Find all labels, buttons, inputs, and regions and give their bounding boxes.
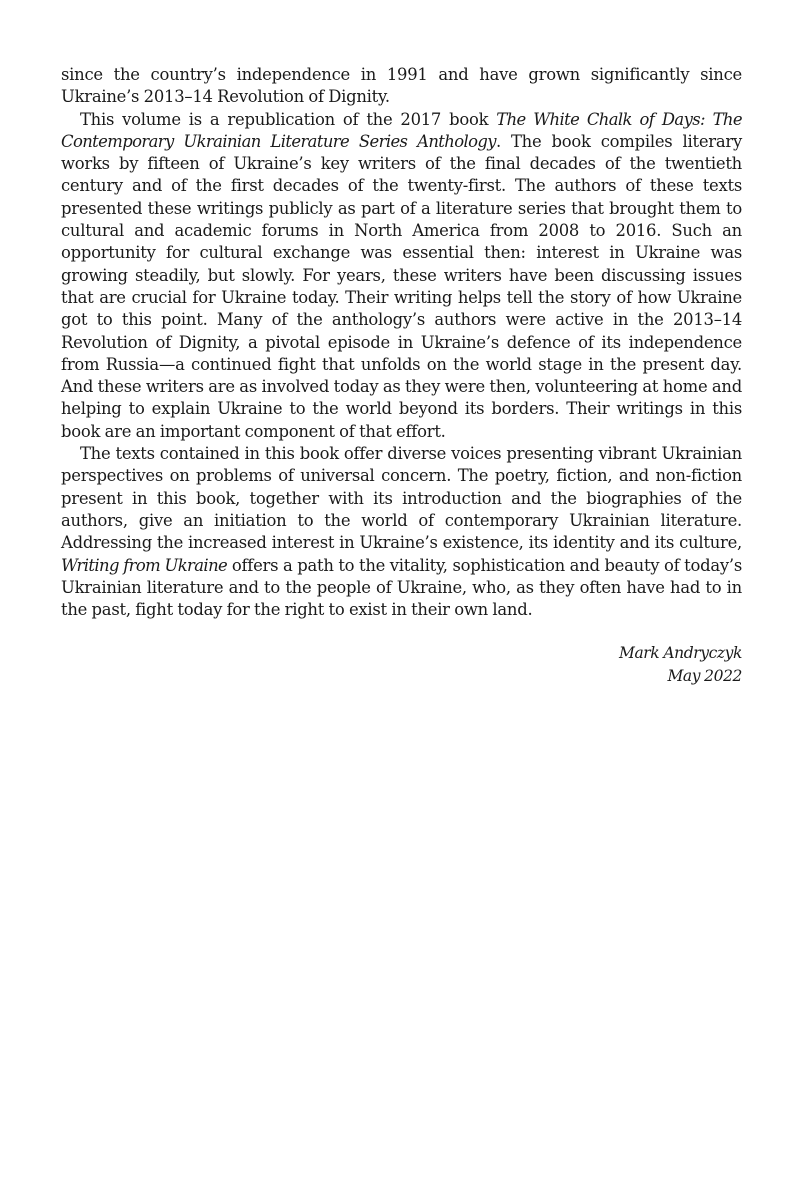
paragraph-intro-continuation	[61, 64, 742, 109]
signature-block	[61, 642, 742, 687]
paragraph-text-start: The texts contained in this book offer diverse voices presenting vibrant Ukrainian perspectives on problems of universal concern. The poetry, fiction, and non-fiction present in this book, together with its introduction and the biographies of the authors, give an initiation to the world of contemporary Ukrainian literature. Addressing the increased interest in Ukraine’s existence, its identity and its culture,	[61, 444, 742, 553]
paragraph-texts-contained	[61, 443, 742, 621]
document-page	[61, 64, 742, 687]
paragraph-text-start: This volume is a republication of the 2017 book	[80, 109, 497, 129]
signature-author: Mark Andryczyk	[618, 644, 742, 663]
paragraph-text-rest: offers a path to the vitality, sophistication and beauty of today’s Ukrainian literature and to the people of Ukraine, who, as they often have had to in the past, fight today for the right to exist in their own land.	[61, 555, 742, 620]
book-title-white-chalk: The White Chalk of Days: The Contemporary Ukrainian Literature Series Anthology	[61, 109, 742, 151]
paragraph-text-rest: . The book compiles literary works by fifteen of Ukraine’s key writers of the final decades of the twentieth century and of the first decades of the twenty-first. The authors of these texts presented these writings publicly as part of a literature series that brought them to cultural and academic forums in North America from 2008 to 2016. Such an opportunity for cultural exchange was essential then: interest in Ukraine was growing steadily, but slowly. For years, these writers have been discussing issues that are crucial for Ukraine today. Their writing helps tell the story of how Ukraine got to this point. Many of the anthology’s authors were active in the 2013–14 Revolution of Dignity, a pivotal episode in Ukraine’s defence of its independence from Russia—a continued fight that unfolds on the world stage in the present day. And these writers are as involved today as they were then, volunteering at home and helping to explain Ukraine to the world beyond its borders. Their writings in this book are an important component of that effort.	[61, 131, 742, 441]
paragraph-text: since the country’s independence in 1991 and have grown significantly since Ukraine’s 2013–14 Revolution of Dignity.	[61, 65, 742, 107]
book-title-writing-from-ukraine: Writing from Ukraine	[61, 555, 228, 575]
paragraph-republication	[61, 109, 742, 443]
signature-date: May 2022	[667, 666, 742, 685]
